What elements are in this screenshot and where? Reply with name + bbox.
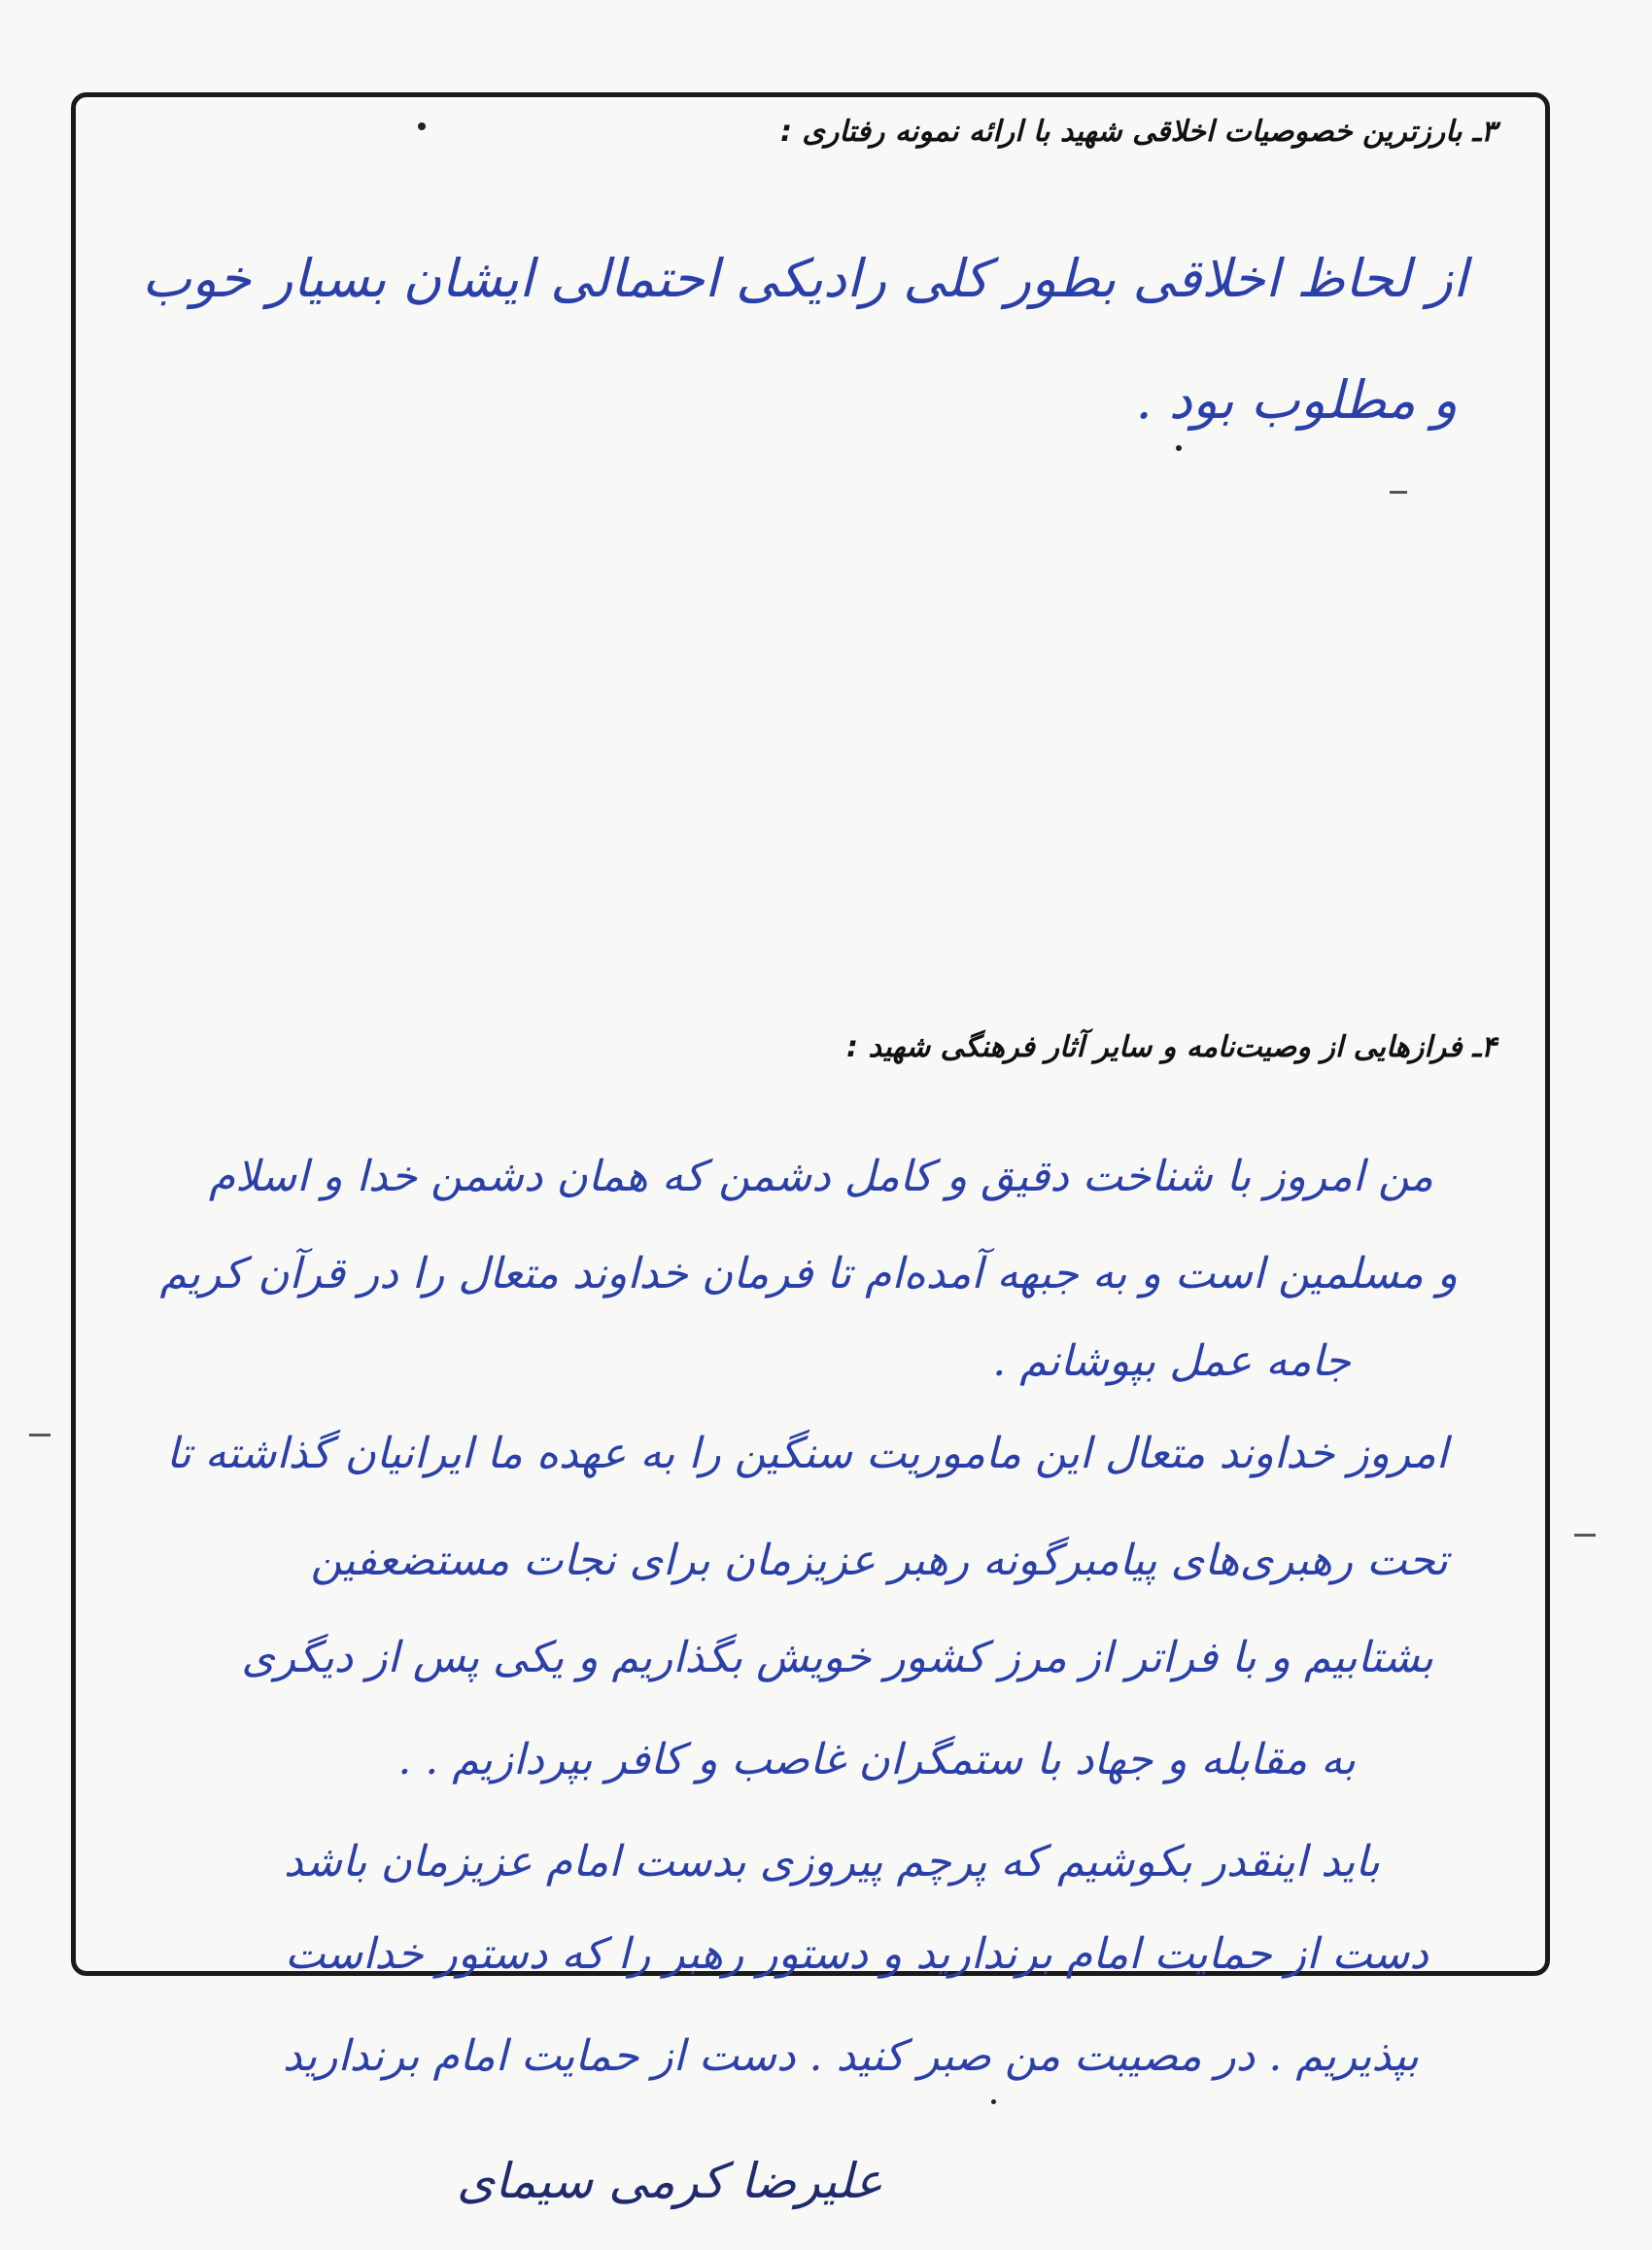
- section-4-answer-line: دست از حمایت امام برندارید و دستور رهبر را که دستور خداست: [285, 1929, 1428, 1979]
- section-4-answer-line: بشتابیم و با فراتر از مرز کشور خویش بگذاریم و یکی پس از دیگری: [241, 1633, 1433, 1682]
- section-4-answer-line: باید اینقدر بکوشیم که پرچم پیروزی بدست امام عزیزمان باشد: [283, 1837, 1380, 1887]
- section-4-answer-line: جامه عمل بپوشانم .: [992, 1336, 1351, 1386]
- margin-mark: [29, 1434, 51, 1437]
- section-4-answer-line: تحت رهبری‌های پیامبرگونه رهبر عزیزمان برای نجات مستضعفین: [310, 1536, 1448, 1585]
- margin-mark: [1390, 491, 1407, 494]
- section-4-answer-line: بپذیریم . در مصیبت من صبر کنید . دست از حمایت امام برندارید: [282, 2031, 1419, 2081]
- section-4-heading: ۴ـ فرازهایی از وصیت‌نامه و سایر آثار فرهنگی شهید :: [846, 1030, 1497, 1064]
- handwritten-signature: علیرضا کرمی سیمای: [457, 2153, 883, 2209]
- section-3-answer-line: و مطلوب بود .: [1135, 369, 1458, 431]
- section-4-answer-line: به مقابله و جهاد با ستمگران غاصب و کافر بپردازیم . .: [397, 1735, 1356, 1784]
- section-4-answer-line: من امروز با شناخت دقیق و کامل دشمن که همان دشمن خدا و اسلام: [208, 1152, 1433, 1201]
- section-4-answer-line: و مسلمین است و به جبهه آمده‌ام تا فرمان خداوند متعال را در قرآن کریم: [159, 1249, 1458, 1298]
- ink-speck: [418, 122, 426, 130]
- ink-speck: [1176, 445, 1182, 451]
- section-3-answer-line: از لحاظ اخلاقی بطور کلی رادیکی احتمالی ایشان بسیار خوب: [142, 248, 1467, 309]
- ink-speck: [991, 2099, 996, 2104]
- section-3-heading: ۳ـ بارزترین خصوصیات اخلاقی شهید با ارائه نمونه رفتاری :: [779, 115, 1497, 149]
- margin-mark: [1574, 1534, 1596, 1537]
- section-4-answer-line: امروز خداوند متعال این ماموریت سنگین را به عهده ما ایرانیان گذاشته تا: [166, 1429, 1448, 1478]
